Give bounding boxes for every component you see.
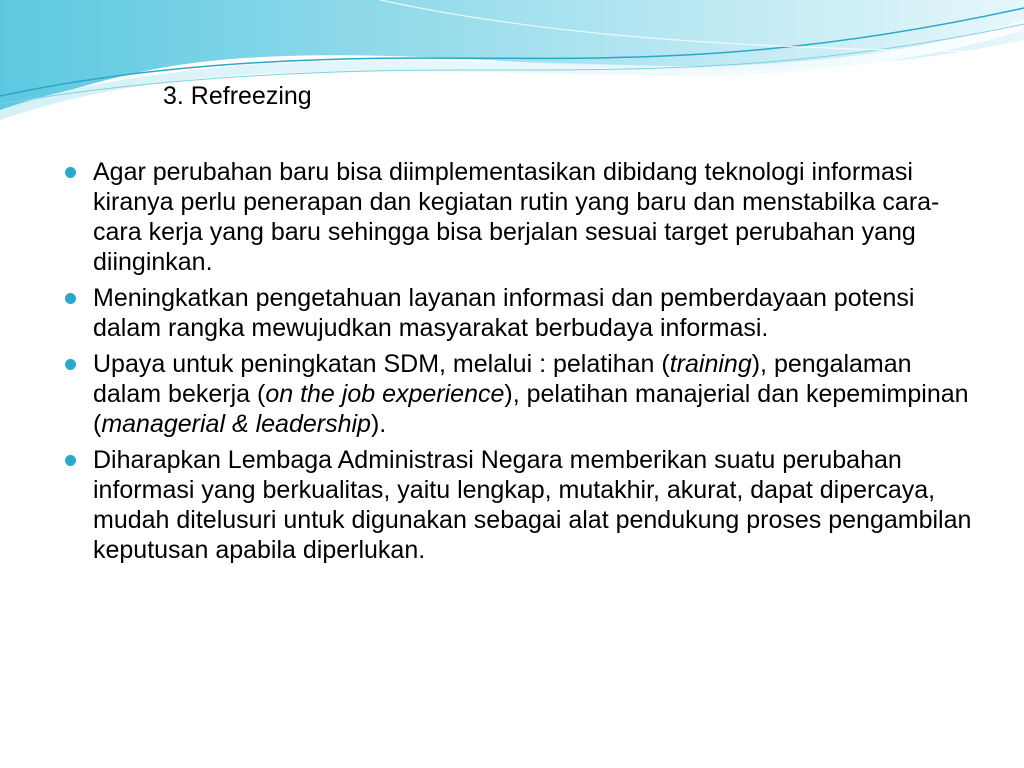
bullet-text <box>93 350 969 438</box>
bullet-text <box>93 446 971 564</box>
bullet-item <box>0 349 1024 439</box>
bullet-item <box>0 283 1024 343</box>
bullet-text <box>93 158 939 276</box>
slide-title: 3. Refreezing <box>163 82 312 110</box>
bullet-text <box>93 284 914 342</box>
bullet-text-segment: ), pengalaman dalam bekerja ( <box>93 350 912 408</box>
bullet-italic-term: on the job experience <box>265 380 505 408</box>
bullet-dot-icon <box>65 293 76 304</box>
bullet-text-segment: Upaya untuk peningkatan SDM, melalui : pelatihan ( <box>93 350 670 378</box>
bullet-italic-term: managerial & leadership <box>101 410 371 438</box>
bullet-list <box>0 157 1024 571</box>
bullet-text-segment: ), pelatihan manajerial dan kepemimpinan ( <box>93 380 969 438</box>
bullet-text-segment: Diharapkan Lembaga Administrasi Negara memberikan suatu perubahan informasi yang berkualitas, yaitu lengkap, mutakhir, akurat, dapat dipercaya, mudah ditelusuri untuk digunakan sebagai alat pendukung proses pengambilan keputusan apabila diperlukan. <box>93 446 972 564</box>
bullet-dot-icon <box>65 455 76 466</box>
bullet-item <box>0 157 1024 277</box>
header-wave-decoration <box>0 0 1024 130</box>
bullet-dot-icon <box>65 167 76 178</box>
bullet-italic-term: training <box>669 350 752 378</box>
bullet-text-segment: ). <box>370 410 387 438</box>
bullet-dot-icon <box>65 359 76 370</box>
bullet-text-segment: Meningkatkan pengetahuan layanan informasi dan pemberdayaan potensi dalam rangka mewujudkan masyarakat berbudaya informasi. <box>93 284 915 342</box>
bullet-text-segment: Agar perubahan baru bisa diimplementasikan dibidang teknologi informasi kiranya perlu penerapan dan kegiatan rutin yang baru dan menstabilka cara-cara kerja yang baru sehingga bisa berjalan sesuai target perubahan yang diinginkan. <box>93 158 940 276</box>
bullet-item <box>0 445 1024 565</box>
